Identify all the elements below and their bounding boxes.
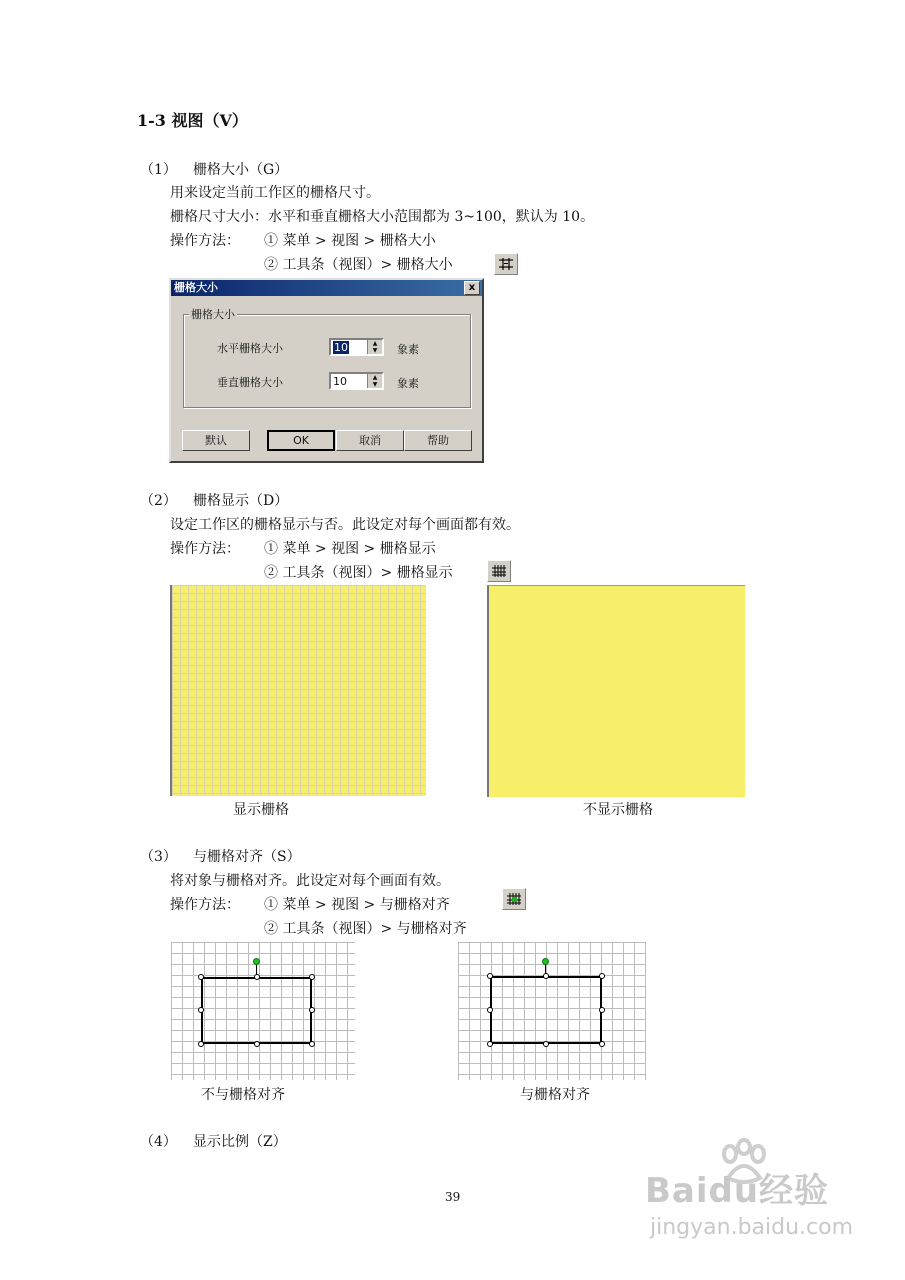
s2-op2: ② 工具条（视图）> 栅格显示 [264,565,453,581]
section-title: 1-3 视图（V） [137,111,248,130]
s4-heading: 显示比例（Z） [193,1134,287,1150]
resize-handle[interactable] [309,1007,315,1013]
default-button[interactable]: 默认 [182,430,250,451]
grid-size-dialog [169,278,484,463]
s1-heading: 栅格大小（G） [193,162,289,178]
resize-handle[interactable] [599,1041,605,1047]
close-button[interactable] [464,281,480,295]
s3-heading: 与栅格对齐（S） [193,849,301,865]
caption-grid-shown: 显示栅格 [233,802,289,818]
s2-line1: 设定工作区的栅格显示与否。此设定对每个画面都有效。 [170,517,520,533]
unsnapped-rectangle[interactable] [201,977,312,1044]
s4-heading-num: （4） [140,1134,177,1150]
page-number: 39 [445,1190,461,1204]
resize-handle[interactable] [487,1007,493,1013]
close-icon: x [468,282,476,293]
resize-handle[interactable] [309,974,315,980]
s2-heading: 栅格显示（D） [193,493,289,509]
resize-handle[interactable] [599,1007,605,1013]
h-grid-unit: 象素 [397,343,419,356]
caption-no-snap: 不与栅格对齐 [201,1087,285,1103]
s1-line2: 栅格尺寸大小：水平和垂直栅格大小范围都为 3~100，默认为 10。 [170,209,595,225]
s1-op1: ① 菜单 > 视图 > 栅格大小 [264,233,436,249]
s2-heading-num: （2） [140,493,177,509]
watermark-brand: Baidu经验 [645,1171,830,1211]
resize-handle[interactable] [543,1041,549,1047]
s2-op-label: 操作方法： [170,541,240,557]
help-button[interactable]: 帮助 [404,430,472,451]
s3-op1: ① 菜单 > 视图 > 与栅格对齐 [264,897,450,913]
snapped-rectangle[interactable] [490,976,602,1044]
watermark-url: jingyan.baidu.com [650,1215,854,1240]
cancel-button[interactable]: 取消 [336,430,404,451]
s1-op-label: 操作方法： [170,233,240,249]
grid-size-toolbar-icon[interactable] [494,253,518,275]
grid-display-icon [491,564,507,578]
dialog-title: 栅格大小 [174,281,218,294]
spin-arrows-icon[interactable]: ▲ ▼ [367,374,382,388]
v-grid-value[interactable]: 10 [333,375,347,388]
resize-handle[interactable] [543,973,549,979]
s3-heading-num: （3） [140,849,177,865]
resize-handle[interactable] [599,973,605,979]
s3-op2: ② 工具条（视图）> 与栅格对齐 [264,921,467,937]
resize-handle[interactable] [254,974,260,980]
resize-handle[interactable] [198,1041,204,1047]
resize-handle[interactable] [198,974,204,980]
grid-hidden-canvas [487,585,745,797]
s1-op2: ② 工具条（视图）> 栅格大小 [264,257,453,273]
dialog-titlebar [171,280,482,296]
resize-handle[interactable] [487,1041,493,1047]
rotate-handle[interactable] [542,958,549,965]
grid-size-group [183,314,471,408]
caption-grid-hidden: 不显示栅格 [583,802,653,818]
h-grid-spinner[interactable] [329,338,384,356]
resize-handle[interactable] [254,1041,260,1047]
snap-to-grid-toolbar-icon[interactable] [502,888,526,910]
caption-snap: 与栅格对齐 [520,1087,590,1103]
ok-button[interactable]: OK [267,430,335,451]
s1-line1: 用来设定当前工作区的栅格尺寸。 [170,185,380,201]
s3-op-label: 操作方法： [170,897,240,913]
v-grid-spinner[interactable] [329,372,384,390]
grid-size-icon [498,257,514,271]
resize-handle[interactable] [309,1041,315,1047]
grid-shown-canvas [170,585,426,796]
s2-op1: ① 菜单 > 视图 > 栅格显示 [264,541,436,557]
s3-line1: 将对象与栅格对齐。此设定对每个画面有效。 [170,873,450,889]
snap-to-grid-icon [506,892,522,906]
spin-arrows-icon[interactable]: ▲ ▼ [367,340,382,354]
resize-handle[interactable] [198,1007,204,1013]
group-label: 栅格大小 [191,308,235,321]
h-grid-value[interactable]: 10 [334,341,348,354]
v-grid-label: 垂直栅格大小 [217,376,283,389]
grid-display-toolbar-icon[interactable] [487,560,511,582]
resize-handle[interactable] [487,973,493,979]
s1-heading-num: （1） [140,162,177,178]
h-grid-label: 水平栅格大小 [217,342,283,355]
rotate-handle[interactable] [253,958,260,965]
v-grid-unit: 象素 [397,377,419,390]
